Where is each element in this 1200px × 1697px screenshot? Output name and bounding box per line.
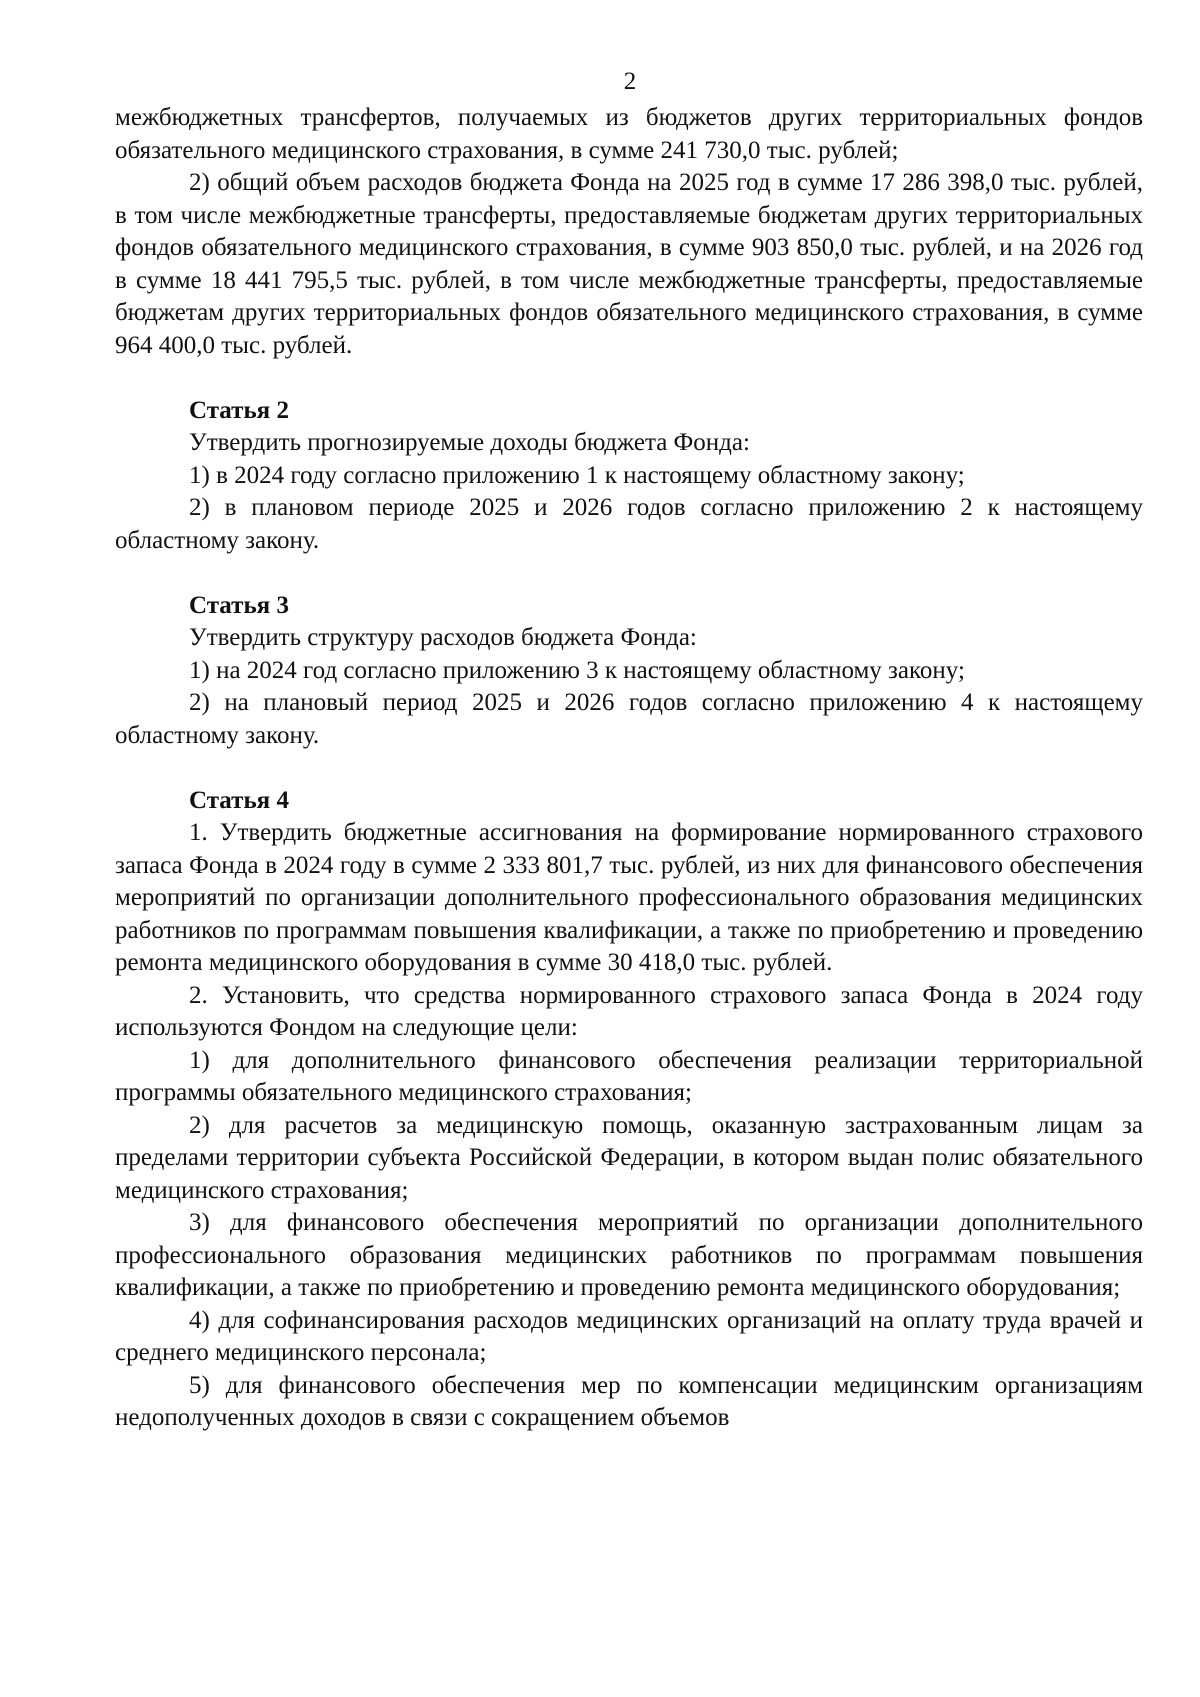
section-gap xyxy=(115,752,1143,785)
article-2-item: 2) в плановом периоде 2025 и 2026 годов согласно приложению 2 к настоящему областному закону. xyxy=(115,494,1143,554)
article-4-heading: Статья 4 xyxy=(189,786,289,814)
section-gap xyxy=(115,362,1143,395)
document-body xyxy=(115,102,1143,1435)
article-3-item: 2) на плановый период 2025 и 2026 годов согласно приложению 4 к настоящему областному закону. xyxy=(115,689,1143,749)
article-4-item: 1) для дополнительного финансового обеспечения реализации территориальной программы обязательного медицинского страхования; xyxy=(115,1046,1143,1106)
paragraph-expenses-2025-2026: 2) общий объем расходов бюджета Фонда на 2025 год в сумме 17 286 398,0 тыс. рублей, в том числе межбюджетные трансферты, предоставляемые бюджетам других территориальных фондов обязательного медицинского страхования, в сумме 903 850,0 тыс. рублей, и на 2026 год в сумме 18 441 795,5 тыс. рублей, в том числе межбюджетные трансферты, предоставляемые бюджетам других территориальных фондов обязательного медицинского страхования, в сумме 964 400,0 тыс. рублей. xyxy=(115,169,1143,359)
section-gap xyxy=(115,557,1143,590)
article-4-item: 5) для финансового обеспечения мер по компенсации медицинским организациям недополученных доходов в связи с сокращением объемов xyxy=(115,1371,1143,1431)
paragraph-continuation: межбюджетных трансфертов, получаемых из бюджетов других территориальных фондов обязательного медицинского страхования, в сумме 241 730,0 тыс. рублей; xyxy=(115,104,1143,164)
article-2-item: 1) в 2024 году согласно приложению 1 к настоящему областному закону; xyxy=(189,461,965,489)
article-2-heading: Статья 2 xyxy=(189,396,289,424)
article-2-item: Утвердить прогнозируемые доходы бюджета Фонда: xyxy=(189,429,750,456)
article-3-item: Утвердить структуру расходов бюджета Фонда: xyxy=(189,624,697,651)
article-4-item: 4) для софинансирования расходов медицинских организаций на оплату труда врачей и среднего медицинского персонала; xyxy=(115,1306,1143,1366)
article-4-item: 1. Утвердить бюджетные ассигнования на формирование нормированного страхового запаса Фонда в 2024 году в сумме 2 333 801,7 тыс. рублей, из них для финансового обеспечения мероприятий по организации дополнительного профессионального образования медицинских работников по программам повышения квалификации, а также по приобретению и проведению ремонта медицинского оборудования в сумме 30 418,0 тыс. рублей. xyxy=(115,819,1143,976)
article-4-item: 3) для финансового обеспечения мероприятий по организации дополнительного профессионального образования медицинских работников по программам повышения квалификации, а также по приобретению и проведению ремонта медицинского оборудования; xyxy=(115,1209,1143,1301)
page-number: 2 xyxy=(623,68,637,95)
article-3-item: 1) на 2024 год согласно приложению 3 к настоящему областному закону; xyxy=(189,656,965,684)
article-4-item: 2) для расчетов за медицинскую помощь, оказанную застрахованным лицам за пределами территории субъекта Российской Федерации, в котором выдан полис обязательного медицинского страхования; xyxy=(115,1111,1143,1204)
article-3-heading: Статья 3 xyxy=(189,591,289,619)
article-4-item: 2. Установить, что средства нормированного страхового запаса Фонда в 2024 году используются Фондом на следующие цели: xyxy=(115,981,1143,1041)
